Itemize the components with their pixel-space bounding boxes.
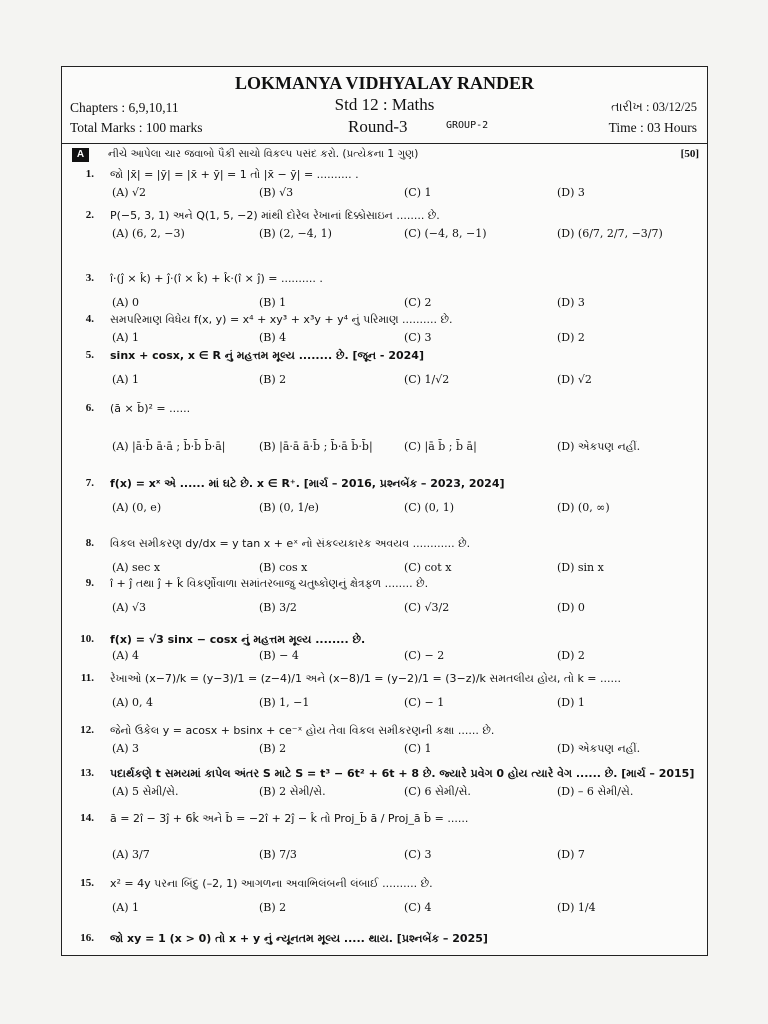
paper-header [62,67,707,144]
question-number: 3. [85,272,94,284]
option-d: (D) – 6 સેમી/સે. [557,785,634,798]
question-number: 10. [80,633,94,645]
option-c: (C) 3 [404,331,432,344]
option-c: (C) − 2 [404,649,445,662]
option-c: (C) |ā b̄ ; b̄ ā| [404,440,477,453]
option-b: (B) 2 સેમી/સે. [259,785,326,798]
question-text: જો xy = 1 (x > 0) તો x + y નું ન્યૂનતમ મૂલ્ય ..... થાય. [પ્રશ્નબેંક – 2025] [110,932,488,945]
option-b: (B) 4 [259,331,287,344]
option-c: (C) √3/2 [404,601,450,614]
total-marks: Total Marks : 100 marks [70,120,203,135]
option-b: (B) 1 [259,296,287,309]
option-b: (B) (2, −4, 1) [259,227,332,240]
question-number: 11. [80,672,94,684]
question-number: 14. [80,812,94,824]
option-b: (B) √3 [259,186,294,199]
option-c: (C) (0, 1) [404,501,455,514]
question-text: જેનો ઉકેલ y = acosx + bsinx + ce⁻ˣ હોય તેવા વિકલ સમીકરણની કક્ષા ...... છે. [110,724,495,737]
question-number: 8. [85,537,94,549]
question-number: 6. [85,402,94,414]
option-a: (A) 1 [112,901,140,914]
option-b: (B) 2 [259,901,287,914]
option-a: (A) sec x [112,561,161,574]
option-a: (A) √2 [112,186,147,199]
question-number: 7. [85,477,94,489]
option-d: (D) sin x [557,561,604,574]
question-text: sinx + cosx, x ∈ R નું મહત્તમ મૂલ્ય ........ છે. [જૂન - 2024] [110,349,424,362]
option-c: (C) 1 [404,742,432,755]
question-number: 1. [85,168,94,180]
question-text: î·(ĵ × k̂) + ĵ·(î × k̂) + k̂·(î × ĵ) = .......... . [110,272,323,285]
option-b: (B) 2 [259,742,287,755]
question-number: 5. [85,349,94,361]
option-d: (D) 3 [557,296,585,309]
exam-date: તારીખ : 03/12/25 [611,100,697,114]
option-c: (C) 3 [404,848,432,861]
option-d: (D) 2 [557,331,585,344]
option-a: (A) (0, e) [112,501,162,514]
question-text: î + ĵ તથા ĵ + k̂ વિકર્ણોવાળા સમાંતરબાજુ ચતુષ્કોણનું ક્ષેત્રફળ ........ છે. [110,577,429,590]
option-a: (A) |ā·b̄ ā·ā ; b̄·b̄ b̄·ā| [112,440,226,453]
option-d: (D) 2 [557,649,585,662]
option-d: (D) (6/7, 2/7, −3/7) [557,227,663,240]
section-instruction: નીચે આપેલા ચાર જવાબો પૈકી સાચો વિકલ્પ પસંદ કરો. (પ્રત્યેકના 1 ગુણ) [108,148,419,160]
option-b: (B) − 4 [259,649,299,662]
question-number: 16. [80,932,94,944]
option-a: (A) (6, 2, −3) [112,227,185,240]
option-b: (B) 7/3 [259,848,297,861]
section-header [62,147,707,165]
question-text: સમપરિમાણ વિધેય f(x, y) = x⁴ + xy³ + x³y + y⁴ નું પરિમાણ .......... છે. [110,313,453,326]
option-b: (B) 1, −1 [259,696,310,709]
option-c: (C) 6 સેમી/સે. [404,785,471,798]
section-total: [50] [680,148,699,160]
option-a: (A) 1 [112,331,140,344]
option-b: (B) |ā·ā ā·b̄ ; b̄·ā b̄·b̄| [259,440,373,453]
option-a: (A) 0 [112,296,140,309]
option-d: (D) 7 [557,848,585,861]
option-a: (A) 3 [112,742,140,755]
option-c: (C) 4 [404,901,432,914]
section-badge: A [72,148,89,162]
option-a: (A) 1 [112,373,140,386]
option-c: (C) (−4, 8, −1) [404,227,487,240]
question-text: પદાર્થકણે t સમયમાં કાપેલ અંતર S માટે S = t³ − 6t² + 6t + 8 છે. જ્યારે પ્રવેગ 0 હોય ત્યારે વેગ ...... છે. [માર્ચ – 2015] [110,767,695,780]
question-text: જો |x̄| = |ȳ| = |x̄ + ȳ| = 1 તો |x̄ − ȳ| = .......... . [110,168,359,181]
option-c: (C) − 1 [404,696,445,709]
option-b: (B) 3/2 [259,601,297,614]
option-d: (D) એકપણ નહીં. [557,742,641,755]
school-name: LOKMANYA VIDHYALAY RANDER [234,73,535,93]
option-d: (D) √2 [557,373,592,386]
question-text: રેખાઓ (x−7)/k = (y−3)/1 = (z−4)/1 અને (x−8)/1 = (y−2)/1 = (3−z)/k સમતલીય હોય, તો k = ...... [110,672,621,685]
question-number: 2. [85,209,94,221]
option-a: (A) 3/7 [112,848,150,861]
option-a: (A) 4 [112,649,140,662]
question-text: x² = 4y પરના બિંદુ (–2, 1) આગળના અવાભિલંબની લંબાઈ .......... છે. [110,877,433,890]
question-text: વિકલ સમીકરણ dy/dx = y tan x + eˣ નો સંકલ્યકારક અવયવ ............ છે. [110,537,471,550]
standard-subject: Std 12 : Maths [334,95,435,114]
question-number: 15. [80,877,94,889]
question-text: (ā × b̄)² = ...... [110,402,191,415]
question-text: P(−5, 3, 1) અને Q(1, 5, −2) માંથી દોરેલ રેખાનાં દિક્કોસાઇન ........ છે. [110,209,440,222]
option-d: (D) (0, ∞) [557,501,610,514]
question-text: f(x) = √3 sinx − cosx નું મહત્તમ મૂલ્ય ........ છે. [110,633,366,646]
option-d: (D) 1/4 [557,901,596,914]
option-d: (D) એકપણ નહીં. [557,440,641,453]
option-c: (C) cot x [404,561,452,574]
exam-time: Time : 03 Hours [608,120,697,135]
question-number: 9. [85,577,94,589]
option-a: (A) √3 [112,601,147,614]
group-label: GROUP-2 [446,120,489,131]
option-b: (B) 2 [259,373,287,386]
option-d: (D) 1 [557,696,585,709]
question-text: f(x) = xˣ એ ...... માં ઘટે છે. x ∈ R⁺. [માર્ચ – 2016, પ્રશ્નબેંક – 2023, 2024] [110,477,505,490]
question-paper [61,66,708,956]
option-d: (D) 3 [557,186,585,199]
option-a: (A) 0, 4 [112,696,154,709]
option-c: (C) 2 [404,296,432,309]
option-c: (C) 1 [404,186,432,199]
option-c: (C) 1/√2 [404,373,450,386]
question-number: 12. [80,724,94,736]
round-label: Round-3 [348,117,408,136]
question-number: 13. [80,767,94,779]
option-d: (D) 0 [557,601,585,614]
question-number: 4. [85,313,94,325]
option-b: (B) (0, 1/e) [259,501,319,514]
chapters: Chapters : 6,9,10,11 [70,100,179,115]
option-b: (B) cos x [259,561,308,574]
question-text: ā = 2î − 3ĵ + 6k̂ અને b̄ = −2î + 2ĵ − k̂ તો Proj_b̄ ā / Proj_ā b̄ = ...... [110,812,469,825]
option-a: (A) 5 સેમી/સે. [112,785,179,798]
